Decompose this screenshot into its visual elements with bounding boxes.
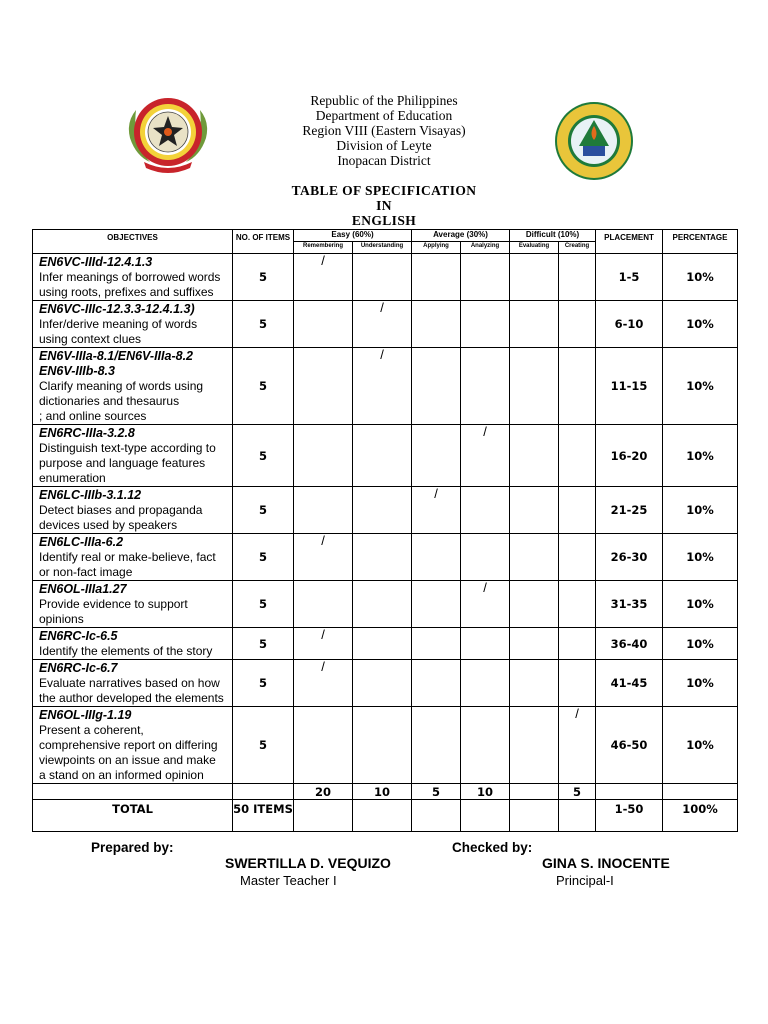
objective-cell [33, 534, 233, 581]
level-cell: / [461, 425, 510, 487]
col-average: Average (30%) [412, 230, 510, 242]
objective-cell [33, 660, 233, 707]
level-cell [412, 254, 461, 301]
table-row [33, 581, 738, 628]
checked-by-title: Principal-I [556, 873, 614, 888]
objective-text: Detect biases and propaganda [39, 503, 203, 517]
col-easy: Easy (60%) [294, 230, 412, 242]
level-cell [412, 660, 461, 707]
total-items: 50 ITEMS [233, 800, 294, 832]
prepared-by-name: SWERTILLA D. VEQUIZO [225, 855, 391, 871]
col-evaluating: Evaluating [510, 242, 559, 254]
subtotal-cell: 10 [461, 784, 510, 800]
subtotal-blank [233, 784, 294, 800]
level-cell [461, 707, 510, 784]
level-cell [510, 425, 559, 487]
placement-cell: 31-35 [596, 581, 663, 628]
competency-code: EN6VC-IIIc-12.3.3-12.4.1.3) [39, 302, 195, 316]
level-cell [510, 348, 559, 425]
level-cell [510, 301, 559, 348]
competency-code: EN6VC-IIId-12.4.1.3 [39, 255, 153, 269]
items-count: 5 [233, 348, 294, 425]
objective-text: Infer meanings of borrowed words [39, 270, 221, 284]
level-cell [510, 707, 559, 784]
objective-text: using context clues [39, 332, 142, 346]
level-cell: / [353, 348, 412, 425]
level-cell [559, 628, 596, 660]
document-title [0, 183, 768, 228]
total-blank [461, 800, 510, 832]
subtotal-cell: 5 [559, 784, 596, 800]
header-department: Department of Education [315, 108, 453, 123]
table-row [33, 628, 738, 660]
level-cell [461, 348, 510, 425]
col-remembering: Remembering [294, 242, 353, 254]
header-division: Division of Leyte [336, 138, 432, 153]
objective-text: Provide evidence to support [39, 597, 188, 611]
total-label: TOTAL [33, 800, 233, 832]
objective-text: ; and online sources [39, 409, 147, 423]
agency-header [0, 93, 768, 168]
competency-code: EN6LC-IIIa-6.2 [39, 535, 124, 549]
objective-text: Identify real or make-believe, fact [39, 550, 216, 564]
level-cell: / [353, 301, 412, 348]
objective-text: viewpoints on an issue and make [39, 753, 216, 767]
items-count: 5 [233, 425, 294, 487]
level-cell [353, 487, 412, 534]
competency-code: EN6OL-IIIg-1.19 [39, 708, 132, 722]
items-count: 5 [233, 301, 294, 348]
level-cell [461, 301, 510, 348]
total-blank [412, 800, 461, 832]
placement-cell: 41-45 [596, 660, 663, 707]
col-placement: PLACEMENT [596, 230, 663, 254]
level-cell [559, 581, 596, 628]
level-cell [510, 660, 559, 707]
col-difficult: Difficult (10%) [510, 230, 596, 242]
level-cell [461, 660, 510, 707]
objective-cell [33, 348, 233, 425]
percentage-cell: 10% [663, 581, 738, 628]
items-count: 5 [233, 660, 294, 707]
total-row [33, 800, 738, 832]
competency-code-2: EN6V-IIIb-8.3 [39, 364, 115, 378]
header-region: Region VIII (Eastern Visayas) [302, 123, 466, 138]
placement-cell: 11-15 [596, 348, 663, 425]
percentage-cell: 10% [663, 628, 738, 660]
objective-text: Distinguish text-type according to [39, 441, 216, 455]
level-cell [294, 301, 353, 348]
placement-cell: 6-10 [596, 301, 663, 348]
objective-text: a stand on an informed opinion [39, 768, 204, 782]
subtotal-blank [663, 784, 738, 800]
level-cell: / [412, 487, 461, 534]
level-cell [510, 254, 559, 301]
level-cell [294, 487, 353, 534]
subtotal-cell: 5 [412, 784, 461, 800]
items-count: 5 [233, 628, 294, 660]
percentage-cell: 10% [663, 301, 738, 348]
level-cell [510, 628, 559, 660]
level-cell [353, 254, 412, 301]
col-percentage: PERCENTAGE [663, 230, 738, 254]
level-cell [559, 254, 596, 301]
competency-code: EN6LC-IIIb-3.1.12 [39, 488, 142, 502]
header-row-main [33, 230, 738, 242]
table-row [33, 534, 738, 581]
objective-text: Present a coherent, [39, 723, 144, 737]
subtotal-blank [596, 784, 663, 800]
checked-by-name: GINA S. INOCENTE [542, 855, 670, 871]
items-count: 5 [233, 534, 294, 581]
level-cell: / [294, 660, 353, 707]
header-district: Inopacan District [337, 153, 431, 168]
prepared-by-label: Prepared by: [91, 840, 174, 855]
col-analyzing: Analyzing [461, 242, 510, 254]
table-row [33, 254, 738, 301]
placement-cell: 16-20 [596, 425, 663, 487]
objective-text: enumeration [39, 471, 106, 485]
subtotal-cell: 10 [353, 784, 412, 800]
objective-text: using roots, prefixes and suffixes [39, 285, 214, 299]
percentage-cell: 10% [663, 254, 738, 301]
competency-code: EN6V-IIIa-8.1/EN6V-IIIa-8.2 [39, 349, 193, 363]
competency-code: EN6RC-IIIa-3.2.8 [39, 426, 135, 440]
level-cell [461, 534, 510, 581]
total-blank [353, 800, 412, 832]
competency-code: EN6OL-IIIa1.27 [39, 582, 127, 596]
col-no-of-items: NO. OF ITEMS [233, 230, 294, 254]
placement-cell: 26-30 [596, 534, 663, 581]
objective-cell [33, 707, 233, 784]
percentage-cell: 10% [663, 425, 738, 487]
table-row [33, 487, 738, 534]
level-cell [353, 707, 412, 784]
level-cell [510, 534, 559, 581]
level-cell [412, 301, 461, 348]
total-placement: 1-50 [596, 800, 663, 832]
percentage-cell: 10% [663, 487, 738, 534]
level-cell [412, 628, 461, 660]
subtotal-cell: 20 [294, 784, 353, 800]
specification-table [32, 229, 738, 832]
level-cell [412, 534, 461, 581]
percentage-cell: 10% [663, 707, 738, 784]
level-cell [510, 487, 559, 534]
level-cell [412, 707, 461, 784]
objective-text: Evaluate narratives based on how [39, 676, 220, 690]
objective-text: purpose and language features [39, 456, 206, 470]
total-blank [559, 800, 596, 832]
subtotal-row [33, 784, 738, 800]
col-objectives: OBJECTIVES [33, 230, 233, 254]
objective-text: the author developed the elements [39, 691, 224, 705]
level-cell [353, 628, 412, 660]
objective-cell [33, 301, 233, 348]
level-cell [353, 534, 412, 581]
placement-cell: 36-40 [596, 628, 663, 660]
title-line-3: ENGLISH [351, 213, 417, 228]
title-line-1: TABLE OF SPECIFICATION [291, 183, 477, 198]
total-percentage: 100% [663, 800, 738, 832]
level-cell [353, 660, 412, 707]
level-cell [353, 581, 412, 628]
subtotal-cell [510, 784, 559, 800]
level-cell [353, 425, 412, 487]
level-cell [412, 581, 461, 628]
level-cell [294, 348, 353, 425]
level-cell [559, 487, 596, 534]
table-row [33, 660, 738, 707]
level-cell: / [559, 707, 596, 784]
percentage-cell: 10% [663, 534, 738, 581]
objective-cell [33, 425, 233, 487]
competency-code: EN6RC-Ic-6.7 [39, 661, 118, 675]
objective-text: opinions [39, 612, 84, 626]
objective-cell [33, 628, 233, 660]
level-cell: / [461, 581, 510, 628]
level-cell [294, 581, 353, 628]
objective-text: Identify the elements of the story [39, 644, 213, 658]
level-cell [559, 660, 596, 707]
subtotal-blank [33, 784, 233, 800]
level-cell [559, 348, 596, 425]
level-cell [559, 534, 596, 581]
percentage-cell: 10% [663, 348, 738, 425]
placement-cell: 46-50 [596, 707, 663, 784]
items-count: 5 [233, 487, 294, 534]
level-cell [294, 707, 353, 784]
level-cell [412, 425, 461, 487]
level-cell: / [294, 628, 353, 660]
level-cell: / [294, 534, 353, 581]
title-line-2: IN [376, 198, 392, 213]
level-cell: / [294, 254, 353, 301]
objective-cell [33, 254, 233, 301]
total-blank [294, 800, 353, 832]
level-cell [461, 628, 510, 660]
col-applying: Applying [412, 242, 461, 254]
level-cell [510, 581, 559, 628]
objective-cell [33, 487, 233, 534]
items-count: 5 [233, 581, 294, 628]
percentage-cell: 10% [663, 660, 738, 707]
placement-cell: 1-5 [596, 254, 663, 301]
table-row [33, 348, 738, 425]
objective-text: devices used by speakers [39, 518, 178, 532]
items-count: 5 [233, 707, 294, 784]
objective-text: Clarify meaning of words using [39, 379, 204, 393]
level-cell [461, 254, 510, 301]
level-cell [461, 487, 510, 534]
objective-text: Infer/derive meaning of words [39, 317, 198, 331]
total-blank [510, 800, 559, 832]
table-row [33, 425, 738, 487]
level-cell [294, 425, 353, 487]
header-republic: Republic of the Philippines [310, 93, 458, 108]
objective-text: or non-fact image [39, 565, 133, 579]
checked-by-label: Checked by: [452, 840, 533, 855]
table-row [33, 301, 738, 348]
prepared-by-title: Master Teacher I [240, 873, 337, 888]
table-row [33, 707, 738, 784]
level-cell [412, 348, 461, 425]
col-creating: Creating [559, 242, 596, 254]
competency-code: EN6RC-Ic-6.5 [39, 629, 118, 643]
objective-text: dictionaries and thesaurus [39, 394, 180, 408]
objective-text: comprehensive report on differing [39, 738, 218, 752]
items-count: 5 [233, 254, 294, 301]
col-understanding: Understanding [353, 242, 412, 254]
objective-cell [33, 581, 233, 628]
level-cell [559, 301, 596, 348]
placement-cell: 21-25 [596, 487, 663, 534]
level-cell [559, 425, 596, 487]
